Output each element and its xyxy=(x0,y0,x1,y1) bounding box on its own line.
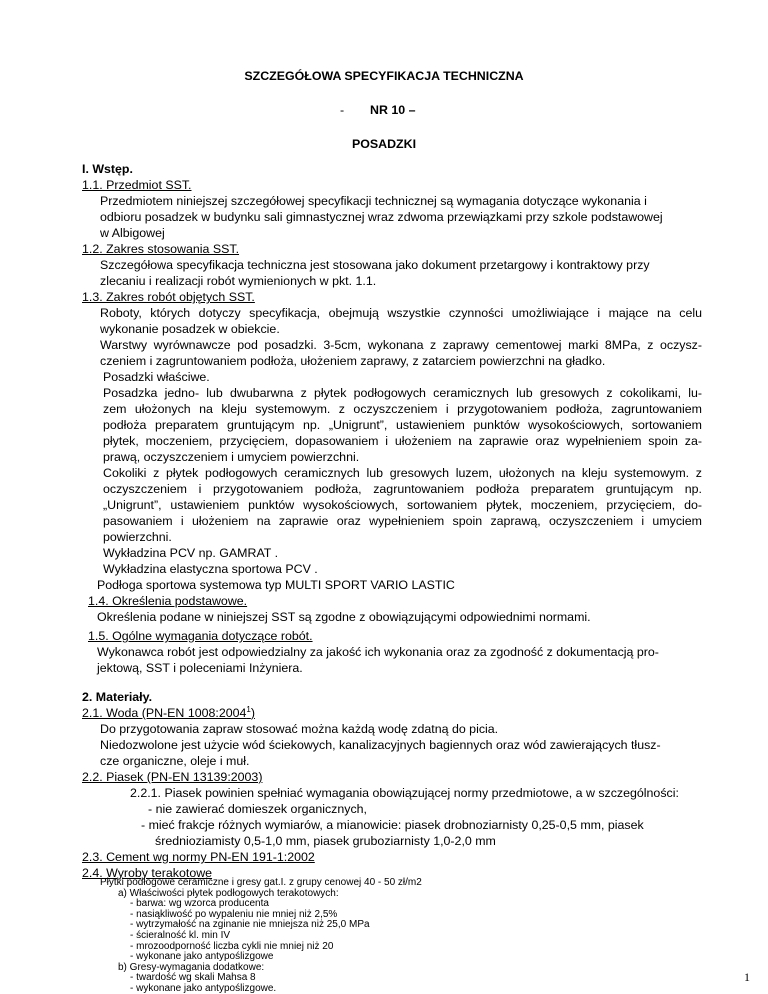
section-1-heading: I. Wstęp. xyxy=(82,162,133,176)
text-line: jektową, SST i poleceniami Inżyniera. xyxy=(97,661,303,675)
heading-1-3: 1.3. Zakres robót objętych SST. xyxy=(82,290,255,304)
text-line: w Albigowej xyxy=(100,226,165,240)
text-line: Podłoga sportowa systemowa typ MULTI SPORT VARIO LASTIC xyxy=(97,578,455,592)
text-line: średnioziamisty 0,5-1,0 mm, piasek gruboziarnisty 1,0-2,0 mm xyxy=(155,834,496,848)
heading-2-2: 2.2. Piasek (PN-EN 13139:2003) xyxy=(82,770,263,784)
text-line: Wykonawca robót jest odpowiedzialny za jakość ich wykonania oraz za zgodność z dokumentacją pro- xyxy=(97,645,659,659)
text-line: „Unigrunt”, ustawieniem punktów wysokościowych, sortowaniem płytek, moczeniem, przycięciem, do- xyxy=(103,498,702,512)
list-item: - barwa: wg wzorca producenta xyxy=(130,898,269,910)
text-line: odbioru posadzek w budynku sali gimnastycznej wraz zdwoma przewiązkami przy szkole podstawowej xyxy=(100,210,663,224)
text-line: Szczegółowa specyfikacja techniczna jest stosowana jako dokument przetargowy i kontraktowy przy xyxy=(100,258,650,272)
text-line: Posadzki właściwe. xyxy=(103,370,210,384)
text-line: Cokoliki z płytek podłogowych ceramicznych lub gresowych luzem, ułożonych na kleju systemowym. z xyxy=(103,466,702,480)
text-line: Określenia podane w niniejszej SST są zgodne z obowiązującymi odpowiednimi normami. xyxy=(97,610,591,624)
footnote-mark: 1 xyxy=(246,704,251,714)
list-item: - ścieralność kl. min IV xyxy=(130,930,231,941)
heading-1-4: 1.4. Określenia podstawowe. xyxy=(88,594,248,608)
text-line: pasowaniem i ułożeniem na zaprawie oraz wypełnieniem spoin zaprawą, oczyszczeniem i umyciem xyxy=(103,514,702,528)
text-line: b) Gresy-wymagania dodatkowe: xyxy=(118,961,265,973)
document-title: SZCZEGÓŁOWA SPECYFIKACJA TECHNICZNA xyxy=(244,69,524,83)
list-item: - wytrzymałość na zginanie nie mniejsza niż 25,0 MPa xyxy=(130,919,370,931)
text-line: 2.2.1. Piasek powinien spełniać wymagania obowiązującej normy przedmiotowe, a w szczególności: xyxy=(130,786,679,800)
text-line: Wykładzina elastyczna sportowa PCV . xyxy=(103,562,318,576)
document-subject: POSADZKI xyxy=(351,137,417,151)
text-line: Do przygotowania zapraw stosować można każdą wodę zdatną do picia. xyxy=(100,722,499,736)
text-line: Płytki podłogowe ceramiczne i gresy gat.I. z grupy cenowej 40 - 50 zł/m2 xyxy=(100,877,422,888)
text-line: a) Właściwości płytek podłogowych terakotowych: xyxy=(118,887,339,899)
list-item: - nasiąkliwość po wypaleniu nie mniej niż 2,5% xyxy=(130,908,338,920)
text-line: płytek, moczeniem, przycięciem, dopasowaniem i ułożeniem na zaprawie oraz wypełnieniem spoin za- xyxy=(103,434,702,448)
text-line: Przedmiotem niniejszej szczegółowej specyfikacji technicznej są wymagania dotyczące wykonania i xyxy=(100,194,647,208)
text-line: podłoża preparatem gruntującym np. „Unigrunt”, ustawieniem punktów wysokościowych, sortowaniem xyxy=(103,418,702,432)
text-line: Warstwy wyrównawcze pod posadzki. 3-5cm, wykonana z zaprawy cementowej marki 8MPa, z oczysz- xyxy=(100,338,702,352)
heading-2-4: 2.4. Wyroby terakotowe xyxy=(82,866,213,880)
list-item: - wykonane jako antypoślizgowe. xyxy=(130,983,277,994)
heading-2-3: 2.3. Cement wg normy PN-EN 191-1:2002 xyxy=(82,850,315,864)
text-line: prawą, oczyszczeniem i umyciem powierzchni. xyxy=(103,450,360,464)
text-line: Wykładzina PCV np. GAMRAT . xyxy=(103,546,279,560)
text-line: oczyszczeniem i przygotowaniem podłoża, zagruntowaniem podłoża preparatem gruntującym np. xyxy=(103,482,702,496)
text-line: czeniem i zagruntowaniem podłoża, ułożeniem zaprawy, z zatarciem powierzchni na gładko. xyxy=(100,354,606,368)
title-dash: - xyxy=(340,103,345,117)
text-line: Niedozwolone jest użycie wód ściekowych, kanalizacyjnych bagiennych oraz wód zawierających tłusz- xyxy=(100,738,661,752)
text-line: zlecaniu i realizacji robót wymienionych w pkt. 1.1. xyxy=(100,274,377,288)
text-line: cze organiczne, oleje i muł. xyxy=(100,754,250,768)
text-line: Posadzka jedno- lub dwubarwna z płytek podłogowych ceramicznych lub gresowych z cokolikami, lu- xyxy=(103,386,702,400)
section-2-heading: 2. Materiały. xyxy=(82,690,153,704)
text-line: - nie zawierać domieszek organicznych, xyxy=(148,802,367,816)
heading-1-2: 1.2. Zakres stosowania SST. xyxy=(82,242,240,256)
heading-1-5: 1.5. Ogólne wymagania dotyczące robót. xyxy=(88,629,313,643)
text-line: - mieć frakcje różnych wymiarów, a mianowicie: piasek drobnoziarnisty 0,25-0,5 mm, piasek xyxy=(141,818,644,832)
text-line: Roboty, których dotyczy specyfikacja, obejmują wszystkie czynności umożliwiające i mające na celu xyxy=(100,306,702,320)
heading-2-1: 2.1. Woda (PN-EN 1008:2004$^1$) xyxy=(82,704,255,720)
list-item: - wykonane jako antypoślizgowe xyxy=(130,951,274,963)
text-line: powierzchni. xyxy=(103,530,172,544)
spec-number: NR 10 – xyxy=(370,103,416,117)
text-line: wykonanie posadzek w obiekcie. xyxy=(100,322,280,336)
list-item: - twardość wg skali Mahsa 8 xyxy=(130,972,256,984)
page-number: 1 xyxy=(744,970,750,984)
heading-1-1: 1.1. Przedmiot SST. xyxy=(82,178,192,192)
list-item: - mrozoodporność liczba cykli nie mniej niż 20 xyxy=(130,940,334,952)
text-line: zem ułożonych na kleju systemowym. z oczyszczeniem i przygotowaniem podłoża, zagruntowaniem xyxy=(103,402,702,416)
